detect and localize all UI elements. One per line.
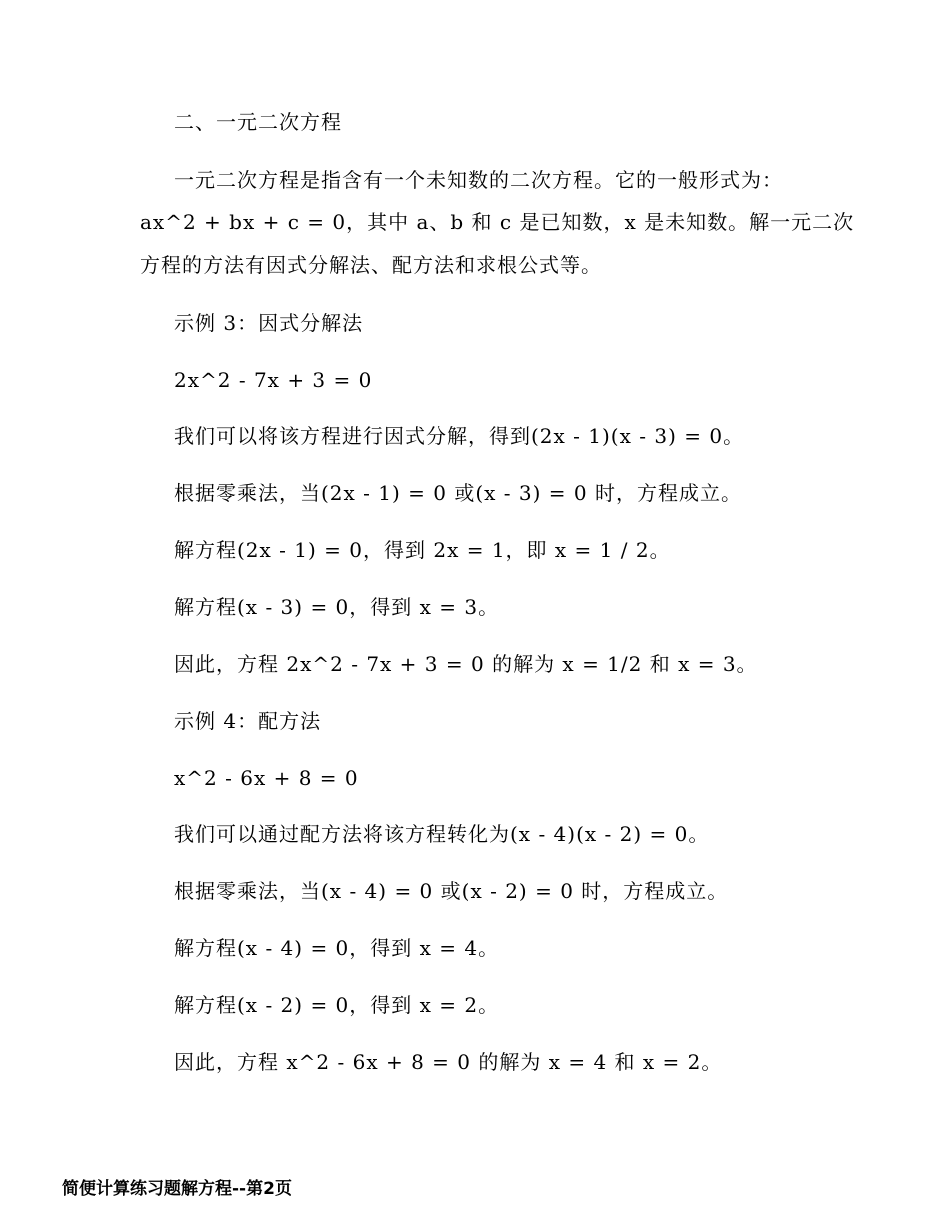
example3-step-2: 根据零乘法，当(2x - 1) = 0 或(x - 3) = 0 时，方程成立。 — [174, 481, 742, 505]
example4-equation: x^2 - 6x + 8 = 0 — [174, 766, 359, 790]
example3-step-5: 因此，方程 2x^2 - 7x + 3 = 0 的解为 x = 1/2 和 x = 3。 — [174, 652, 758, 676]
example4-step-3: 解方程(x - 4) = 0，得到 x = 4。 — [174, 936, 500, 960]
page-footer: 简便计算练习题解方程--第2页 — [62, 1179, 292, 1199]
intro-line-2: ax^2 + bx + c = 0，其中 a、b 和 c 是已知数，x 是未知数。解一元二次 — [140, 210, 855, 234]
example3-step-3: 解方程(2x - 1) = 0，得到 2x = 1，即 x = 1 / 2。 — [174, 538, 671, 562]
example4-title: 示例 4：配方法 — [174, 709, 322, 733]
example3-title: 示例 3：因式分解法 — [174, 311, 364, 335]
section-title: 二、一元二次方程 — [174, 110, 342, 134]
intro-line-3: 方程的方法有因式分解法、配方法和求根公式等。 — [140, 253, 602, 277]
example3-step-1: 我们可以将该方程进行因式分解，得到(2x - 1)(x - 3) = 0。 — [174, 424, 745, 448]
example3-step-4: 解方程(x - 3) = 0，得到 x = 3。 — [174, 595, 500, 619]
example4-step-4: 解方程(x - 2) = 0，得到 x = 2。 — [174, 993, 500, 1017]
example4-step-5: 因此，方程 x^2 - 6x + 8 = 0 的解为 x = 4 和 x = 2。 — [174, 1050, 723, 1074]
example3-equation: 2x^2 - 7x + 3 = 0 — [174, 368, 373, 392]
example4-step-1: 我们可以通过配方法将该方程转化为(x - 4)(x - 2) = 0。 — [174, 822, 710, 846]
intro-line-1: 一元二次方程是指含有一个未知数的二次方程。它的一般形式为： — [174, 168, 783, 192]
example4-step-2: 根据零乘法，当(x - 4) = 0 或(x - 2) = 0 时，方程成立。 — [174, 879, 729, 903]
